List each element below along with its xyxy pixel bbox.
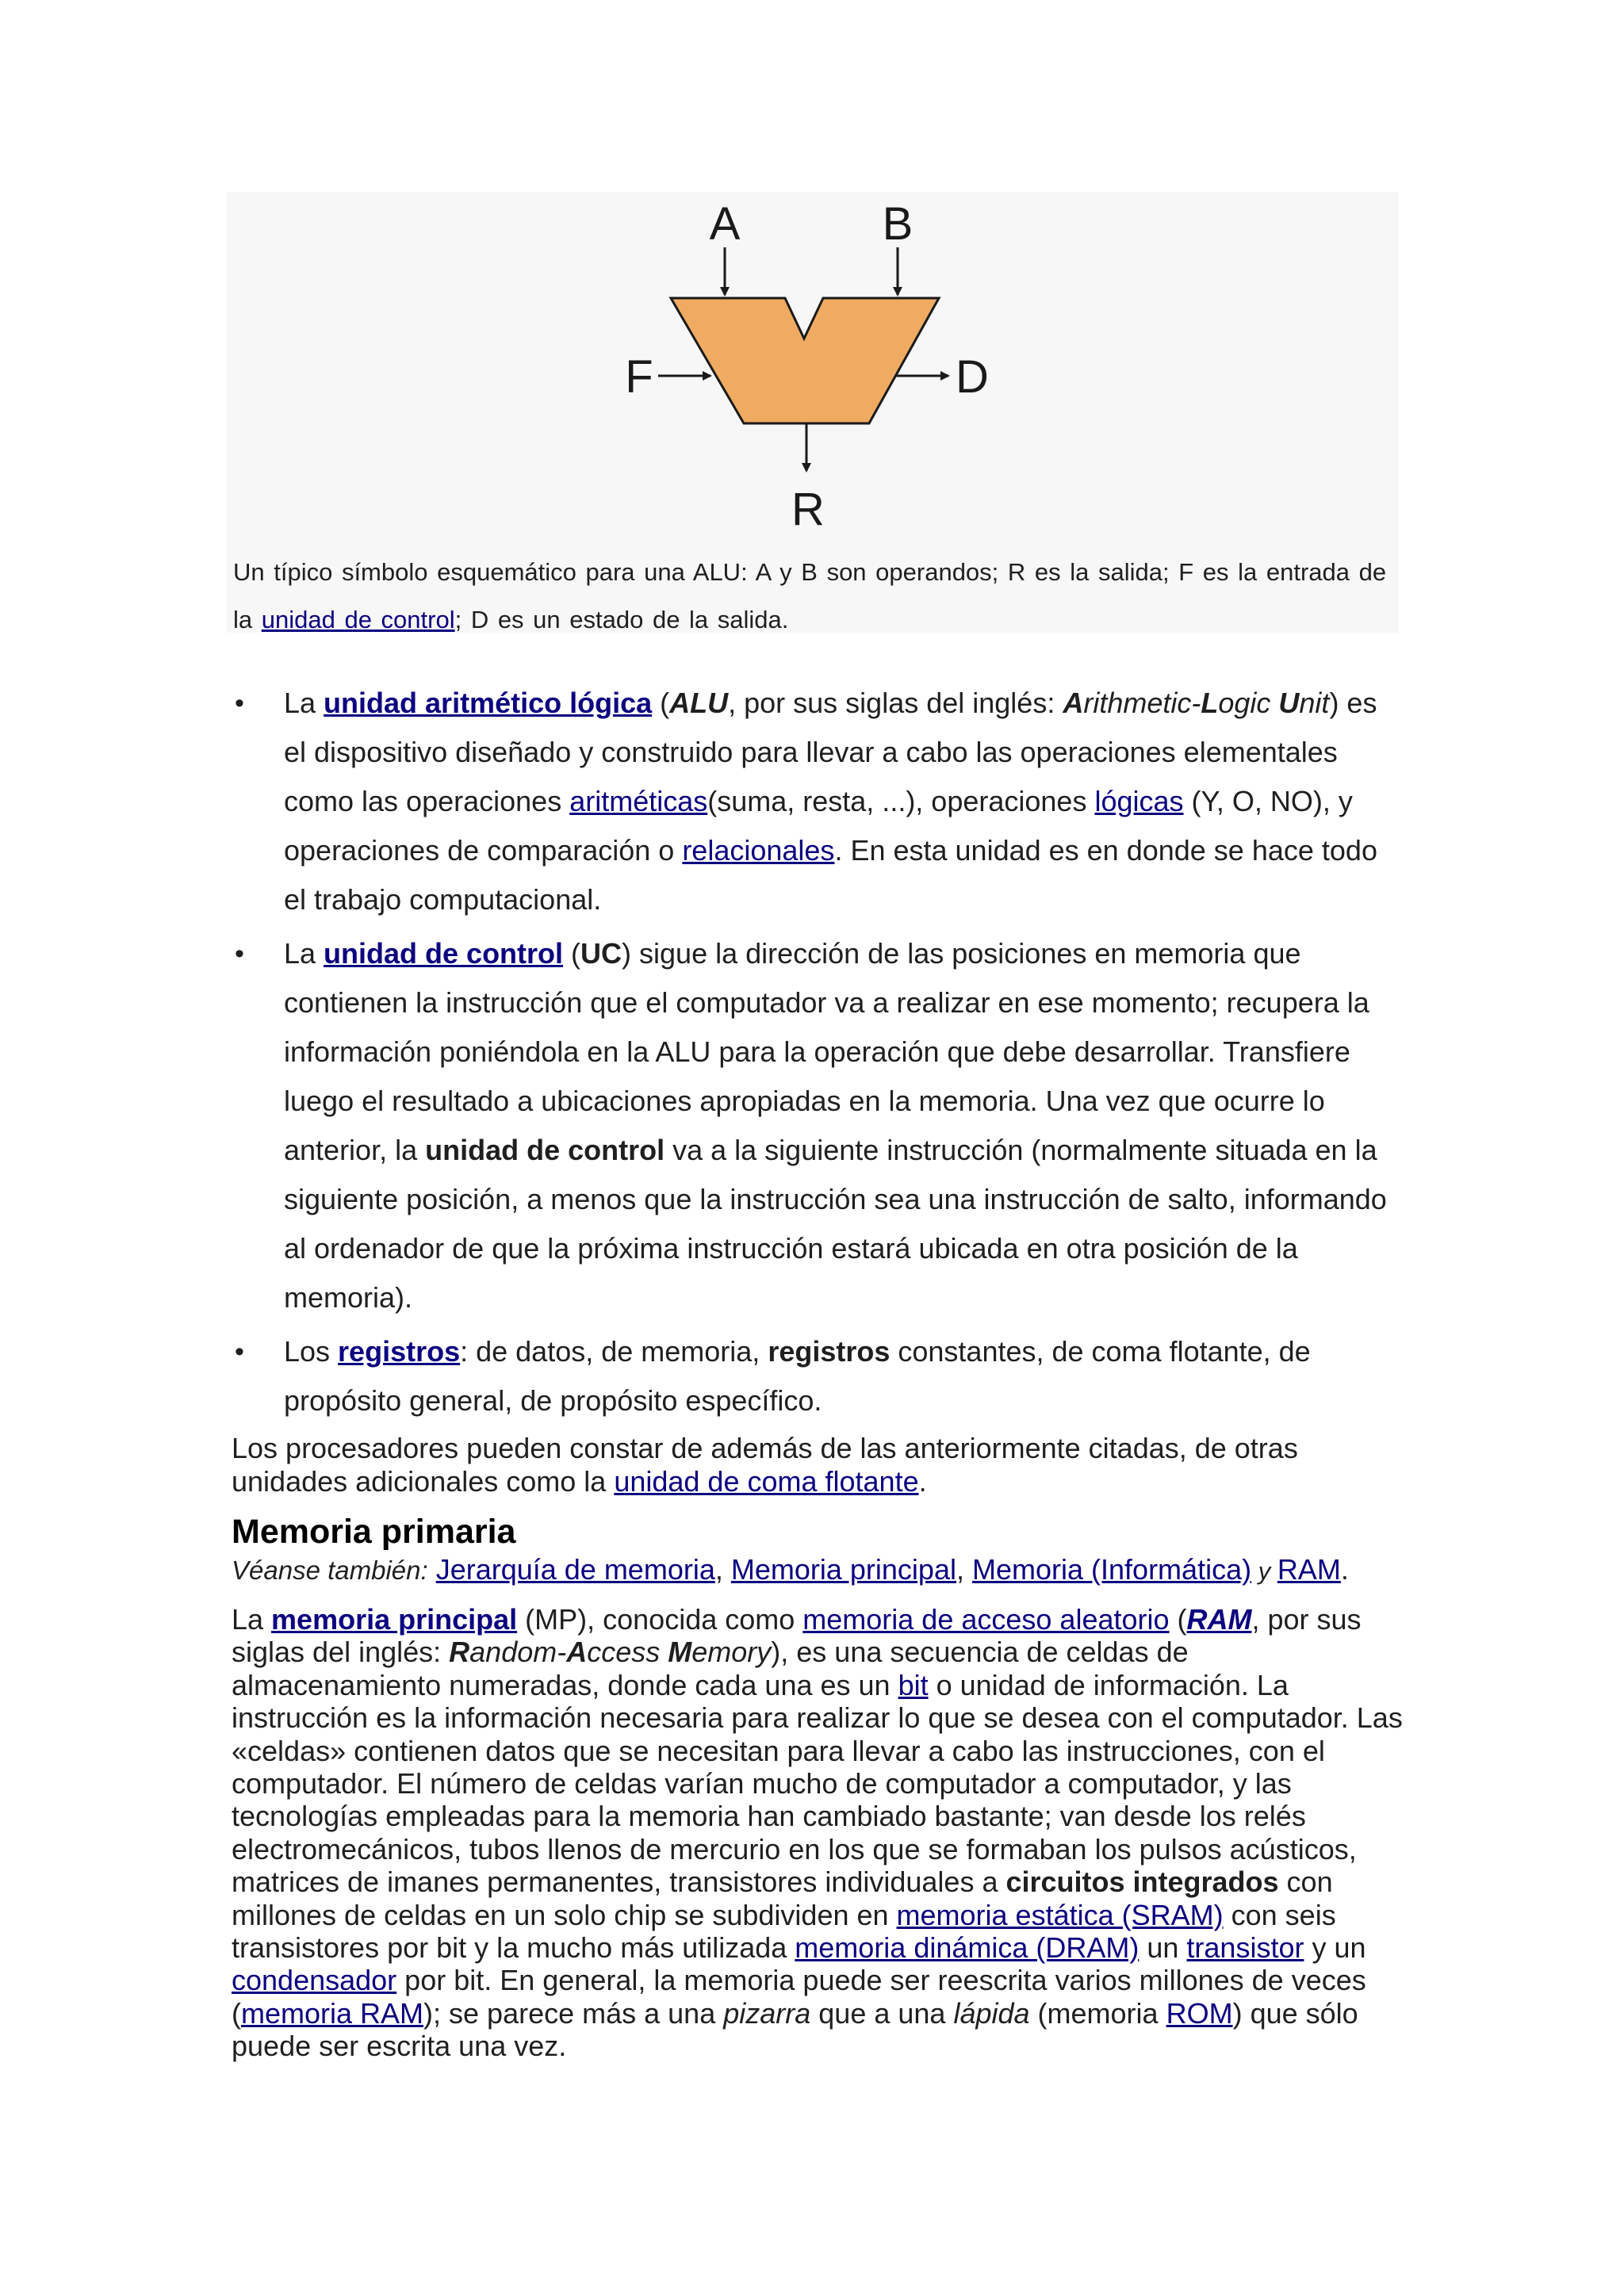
- link-logicas[interactable]: lógicas: [1094, 785, 1184, 817]
- paragraph-memoria-principal: La memoria principal (MP), conocida como memoria de acceso aleatorio (RAM, por sus siglas del inglés: Random-Access Memory), es una secuencia de celdas de almacenamiento numeradas, donde cada una es un bit o unidad de información. La instrucción es la información necesaria para realizar lo que se desea con el computador. Las «celdas» contienen datos que se necesitan para llevar a cabo las instrucciones, con el computador. El número de celdas varían mucho de computador a computador, y las tecnologías empleadas para la memoria han cambiado bastante; van desde los relés electromecánicos, tubos llenos de mercurio en los que se formaban los pulsos acústicos, matrices de imanes permanentes, transistores individuales a circuitos integrados con millones de celdas en un solo chip se subdividen en memoria estática (SRAM) con seis transistores por bit y la mucho más utilizada memoria dinámica (DRAM) un transistor y un condensador por bit. En general, la memoria puede ser reescrita varios millones de veces (memoria RAM); se parece más a una pizarra que a una lápida (memoria ROM) que sólo puede ser escrita una vez.: [232, 1603, 1403, 2063]
- label-f: F: [625, 351, 653, 403]
- link-aritmeticas[interactable]: aritméticas: [569, 785, 708, 817]
- cpu-components-list: [227, 679, 1400, 1430]
- link-memoria-principal[interactable]: Memoria principal: [730, 1553, 956, 1586]
- figure-caption: Un típico símbolo esquemático para una ALU: A y B son operandos; R es la salida; F es la entrada de la unidad de control; D es un estado de la salida.: [233, 558, 1387, 633]
- link-condensador[interactable]: condensador: [232, 1964, 397, 1997]
- link-memoria-informatica[interactable]: Memoria (Informática): [972, 1553, 1252, 1586]
- alu-body-shape: [671, 298, 939, 423]
- link-memoria-ram[interactable]: memoria RAM: [241, 1996, 424, 2030]
- link-unidad-de-control[interactable]: unidad de control: [324, 937, 564, 970]
- label-a: A: [709, 198, 741, 250]
- paragraph-unidades-adicionales: Los procesadores pueden constar de además de las anteriormente citadas, de otras unidades adicionales como la unidad de coma flotante.: [232, 1432, 1298, 1498]
- link-ram[interactable]: RAM: [1277, 1553, 1341, 1586]
- link-relacionales[interactable]: relacionales: [682, 834, 835, 867]
- link-memoria-dinamica[interactable]: memoria dinámica (DRAM): [795, 1931, 1139, 1965]
- link-rom[interactable]: ROM: [1166, 1996, 1233, 2030]
- list-item-alu: • La unidad aritmético lógica (ALU, por sus siglas del inglés: Arithmetic-Logic Unit) es el dispositivo diseñado y construido para llevar a cabo las operaciones elementales como las operaciones aritméticas(suma, resta, ...), operaciones lógicas (Y, O, NO), y operaciones de comparación o relacionales. En esta unidad es en donde se hace todo el trabajo computacional.: [227, 679, 1400, 924]
- label-d: D: [956, 351, 989, 403]
- alu-diagram: [227, 192, 1399, 541]
- link-memoria-estatica[interactable]: memoria estática (SRAM): [896, 1898, 1224, 1931]
- link-jerarquia-de-memoria[interactable]: Jerarquía de memoria: [435, 1553, 715, 1586]
- list-item-uc: • La unidad de control (UC) sigue la dirección de las posiciones en memoria que contienen la instrucción que el computador va a realizar en ese momento; recupera la información poniéndola en la ALU para la operación que debe desarrollar. Transfiere luego el resultado a ubicaciones apropiadas en la memoria. Una vez que ocurre lo anterior, la unidad de control va a la siguiente instrucción (normalmente situada en la siguiente posición, a menos que la instrucción sea una instrucción de salto, informando al ordenador de que la próxima instrucción estará ubicada en otra posición de la memoria).: [227, 929, 1400, 1322]
- alu-figure: [227, 192, 1399, 633]
- section-heading: Memoria primaria: [232, 1513, 516, 1551]
- link-unidad-de-control-caption[interactable]: unidad de control: [261, 606, 455, 633]
- link-memoria-principal-bold[interactable]: memoria principal: [271, 1603, 518, 1636]
- link-transistor[interactable]: transistor: [1186, 1931, 1304, 1965]
- link-unidad-aritmetico-logica[interactable]: unidad aritmético lógica: [324, 687, 653, 719]
- see-also: Véanse también: Jerarquía de memoria, Memoria principal, Memoria (Informática) y RAM.: [232, 1553, 1349, 1586]
- link-memoria-de-acceso-aleatorio[interactable]: memoria de acceso aleatorio: [802, 1603, 1170, 1636]
- link-registros[interactable]: registros: [338, 1335, 461, 1368]
- list-item-registros: • Los registros: de datos, de memoria, registros constantes, de coma flotante, de propósito general, de propósito específico.: [227, 1327, 1400, 1425]
- link-ram-bold[interactable]: RAM: [1186, 1603, 1252, 1636]
- label-b: B: [882, 198, 914, 250]
- link-unidad-de-coma-flotante[interactable]: unidad de coma flotante: [614, 1465, 919, 1498]
- link-bit[interactable]: bit: [898, 1668, 929, 1701]
- label-r: R: [791, 484, 825, 535]
